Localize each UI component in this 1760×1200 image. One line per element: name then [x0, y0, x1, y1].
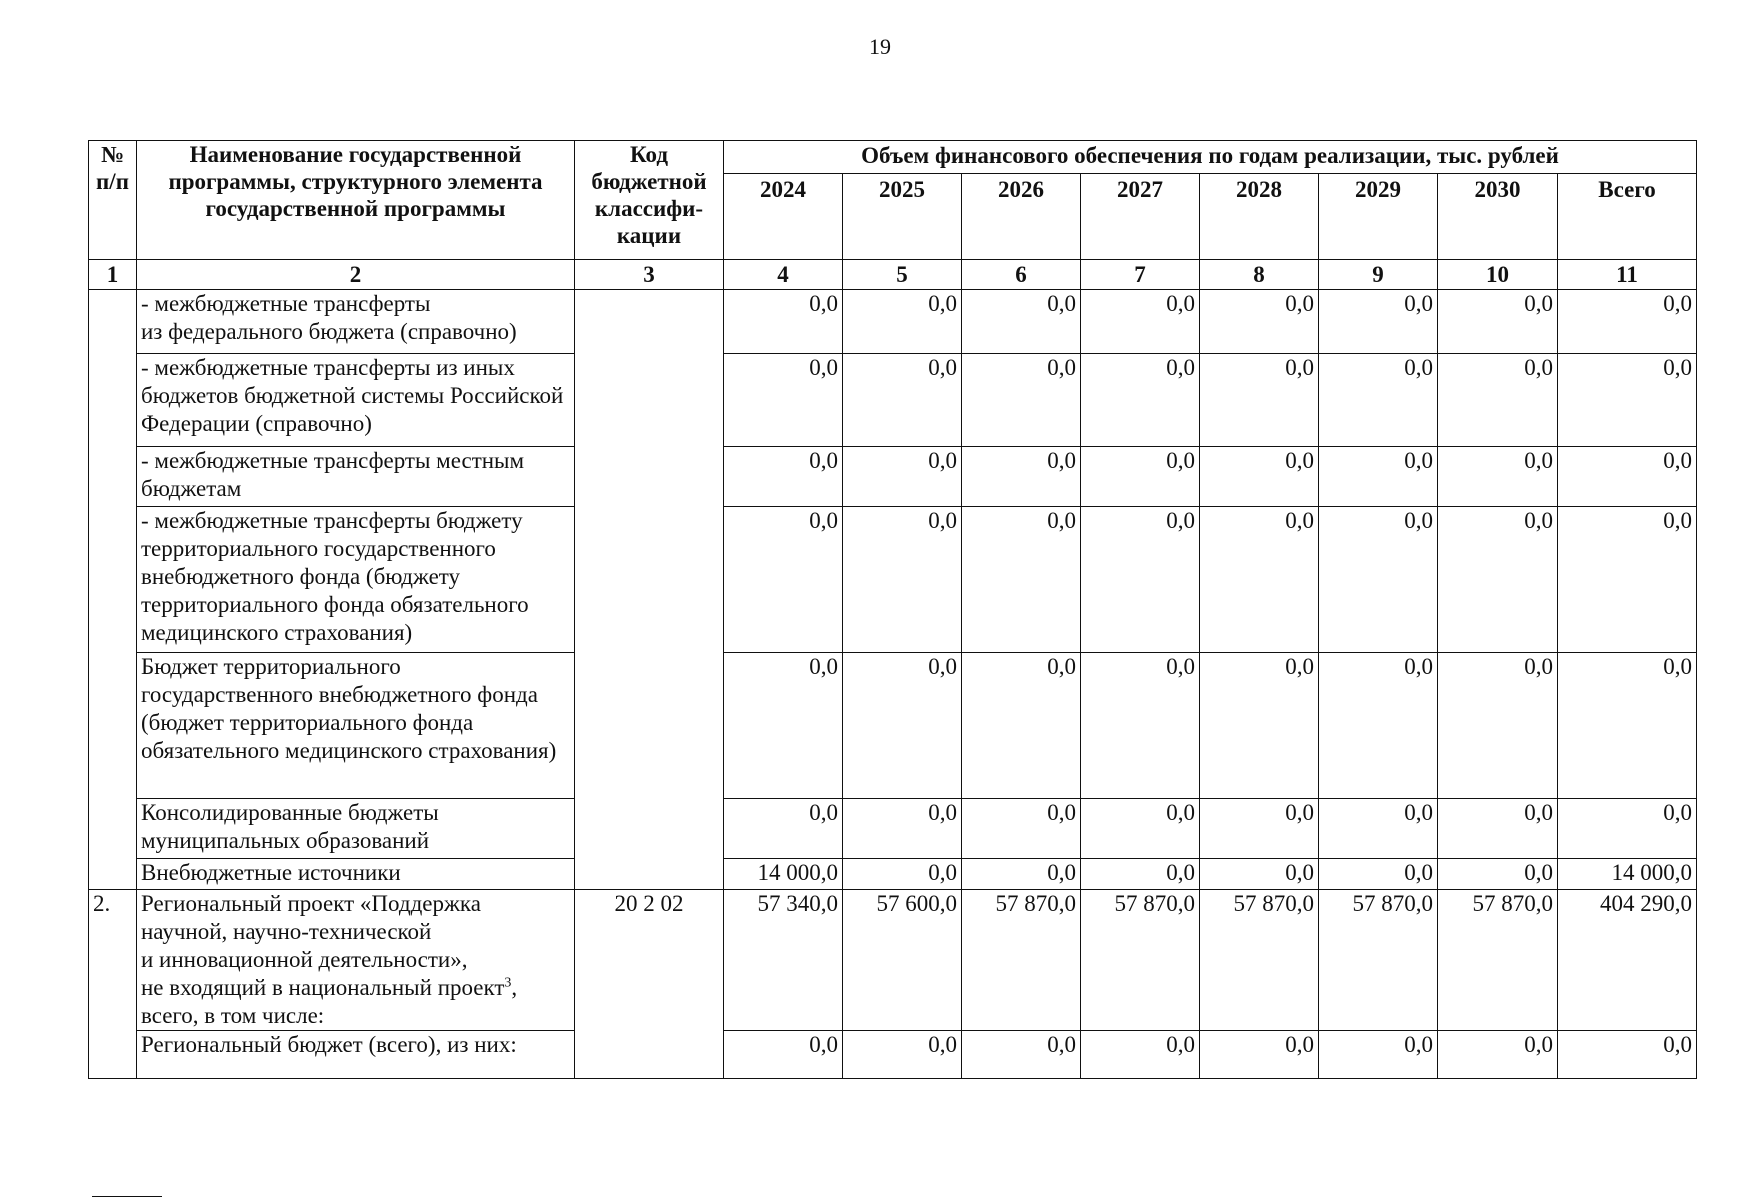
value-cell: 0,0: [962, 653, 1081, 799]
value-cell: 0,0: [843, 290, 962, 354]
value-cell: 0,0: [1558, 799, 1697, 859]
value-cell: 0,0: [1438, 859, 1558, 890]
row-name: - межбюджетные трансферты местным бюджетам: [137, 447, 575, 507]
value-cell: 57 870,0: [1081, 890, 1200, 1031]
row-index-empty: [89, 290, 137, 890]
value-cell: 0,0: [1081, 447, 1200, 507]
column-number: 11: [1558, 260, 1697, 290]
value-cell: 0,0: [962, 354, 1081, 447]
header-year: 2026: [962, 174, 1081, 260]
value-cell: 0,0: [724, 447, 843, 507]
value-cell: 0,0: [962, 290, 1081, 354]
value-cell: 0,0: [1558, 354, 1697, 447]
header-total: Всего: [1558, 174, 1697, 260]
table-row: [89, 507, 1697, 653]
value-cell: 0,0: [724, 799, 843, 859]
project-name-suffix: , всего, в том числе:: [141, 975, 518, 1028]
value-cell: 0,0: [1558, 507, 1697, 653]
column-number: 2: [137, 260, 575, 290]
value-cell: 0,0: [724, 653, 843, 799]
value-cell: 0,0: [1081, 859, 1200, 890]
column-number: 8: [1200, 260, 1319, 290]
value-cell: 0,0: [843, 859, 962, 890]
value-cell: 0,0: [1319, 799, 1438, 859]
table-row: [89, 890, 1697, 1031]
value-cell: 0,0: [1200, 507, 1319, 653]
value-cell: 0,0: [843, 653, 962, 799]
value-cell: 0,0: [843, 354, 962, 447]
row-name: - межбюджетные трансферты бюджету территориального государственного внебюджетного фонда (бюджету территориального фонда обязательного медицинского страхования): [137, 507, 575, 653]
value-cell: 0,0: [1200, 447, 1319, 507]
value-cell: 57 600,0: [843, 890, 962, 1031]
value-cell: 0,0: [724, 354, 843, 447]
value-cell: 0,0: [1200, 290, 1319, 354]
row-name: Бюджет территориального государственного внебюджетного фонда (бюджет территориального фонда обязательного медицинского страхования): [137, 653, 575, 799]
value-cell: 0,0: [1081, 1031, 1200, 1079]
column-number: 9: [1319, 260, 1438, 290]
table-row: [89, 354, 1697, 447]
value-cell: 0,0: [1558, 290, 1697, 354]
value-cell: 0,0: [962, 447, 1081, 507]
header-year: 2025: [843, 174, 962, 260]
value-cell: 0,0: [1438, 447, 1558, 507]
column-number: 1: [89, 260, 137, 290]
value-cell: 0,0: [843, 1031, 962, 1079]
value-cell: 0,0: [724, 290, 843, 354]
page-number: 19: [869, 34, 891, 59]
header-year: 2027: [1081, 174, 1200, 260]
table-row: [89, 799, 1697, 859]
value-cell: 14 000,0: [1558, 859, 1697, 890]
value-cell: 57 340,0: [724, 890, 843, 1031]
value-cell: 0,0: [1081, 653, 1200, 799]
header-year: 2028: [1200, 174, 1319, 260]
row-code-empty: [575, 290, 724, 890]
value-cell: 0,0: [724, 507, 843, 653]
value-cell: 0,0: [1081, 799, 1200, 859]
header-code: Код бюджетной классифи-кации: [575, 141, 724, 260]
column-number: 4: [724, 260, 843, 290]
header-volume: Объем финансового обеспечения по годам реализации, тыс. рублей: [724, 141, 1697, 174]
value-cell: 0,0: [1558, 447, 1697, 507]
row-name: - межбюджетные трансферты из иных бюджетов бюджетной системы Российской Федерации (справочно): [137, 354, 575, 447]
row-index: 2.: [89, 890, 137, 1079]
value-cell: 0,0: [1319, 1031, 1438, 1079]
column-number: 5: [843, 260, 962, 290]
value-cell: 0,0: [1319, 653, 1438, 799]
value-cell: 0,0: [1319, 507, 1438, 653]
value-cell: 0,0: [962, 1031, 1081, 1079]
project-name-text: Региональный проект «Поддержка научной, научно-технической и инновационной деятельности», не входящий в национальный проект: [141, 891, 505, 1000]
value-cell: 0,0: [843, 447, 962, 507]
value-cell: 0,0: [1438, 653, 1558, 799]
row-name: Региональный бюджет (всего), из них:: [137, 1031, 575, 1079]
footnote-mark: 3: [504, 975, 512, 991]
row-name: Внебюджетные источники: [137, 859, 575, 890]
table-row: [89, 290, 1697, 354]
value-cell: 0,0: [1438, 1031, 1558, 1079]
value-cell: 0,0: [1319, 290, 1438, 354]
row-name: - межбюджетные трансферты из федерального бюджета (справочно): [137, 290, 575, 354]
value-cell: 0,0: [962, 507, 1081, 653]
budget-code: 20 2 02: [575, 890, 724, 1079]
value-cell: 14 000,0: [724, 859, 843, 890]
column-number: 10: [1438, 260, 1558, 290]
table-row: [89, 447, 1697, 507]
value-cell: 0,0: [1081, 507, 1200, 653]
value-cell: 0,0: [724, 1031, 843, 1079]
value-cell: 0,0: [1081, 354, 1200, 447]
value-cell: 0,0: [1200, 653, 1319, 799]
value-cell: 0,0: [1558, 653, 1697, 799]
table-row: [89, 859, 1697, 890]
value-cell: 0,0: [1438, 290, 1558, 354]
financing-table: [88, 140, 1697, 1079]
table-row: [89, 1031, 1697, 1079]
value-cell: 404 290,0: [1558, 890, 1697, 1031]
project-name: [137, 890, 575, 1031]
value-cell: 0,0: [1319, 447, 1438, 507]
column-numbers-row: [89, 260, 1697, 290]
value-cell: 0,0: [1200, 859, 1319, 890]
value-cell: 0,0: [1081, 290, 1200, 354]
value-cell: 57 870,0: [1319, 890, 1438, 1031]
row-name: Консолидированные бюджеты муниципальных образований: [137, 799, 575, 859]
value-cell: 0,0: [1200, 354, 1319, 447]
value-cell: 0,0: [843, 507, 962, 653]
value-cell: 57 870,0: [962, 890, 1081, 1031]
value-cell: 0,0: [1200, 799, 1319, 859]
header-year: 2029: [1319, 174, 1438, 260]
column-number: 3: [575, 260, 724, 290]
value-cell: 0,0: [1200, 1031, 1319, 1079]
value-cell: 0,0: [1319, 859, 1438, 890]
value-cell: 0,0: [962, 859, 1081, 890]
header-number: № п/п: [89, 141, 137, 260]
column-number: 7: [1081, 260, 1200, 290]
header-year: 2030: [1438, 174, 1558, 260]
value-cell: 0,0: [1438, 354, 1558, 447]
value-cell: 0,0: [1319, 354, 1438, 447]
value-cell: 0,0: [843, 799, 962, 859]
header-name: Наименование государственной программы, структурного элемента государственной программы: [137, 141, 575, 260]
table-row: [89, 653, 1697, 799]
value-cell: 57 870,0: [1200, 890, 1319, 1031]
column-number: 6: [962, 260, 1081, 290]
header-year: 2024: [724, 174, 843, 260]
value-cell: 57 870,0: [1438, 890, 1558, 1031]
value-cell: 0,0: [1558, 1031, 1697, 1079]
footnote-rule: [92, 1196, 162, 1197]
value-cell: 0,0: [1438, 507, 1558, 653]
value-cell: 0,0: [1438, 799, 1558, 859]
value-cell: 0,0: [962, 799, 1081, 859]
